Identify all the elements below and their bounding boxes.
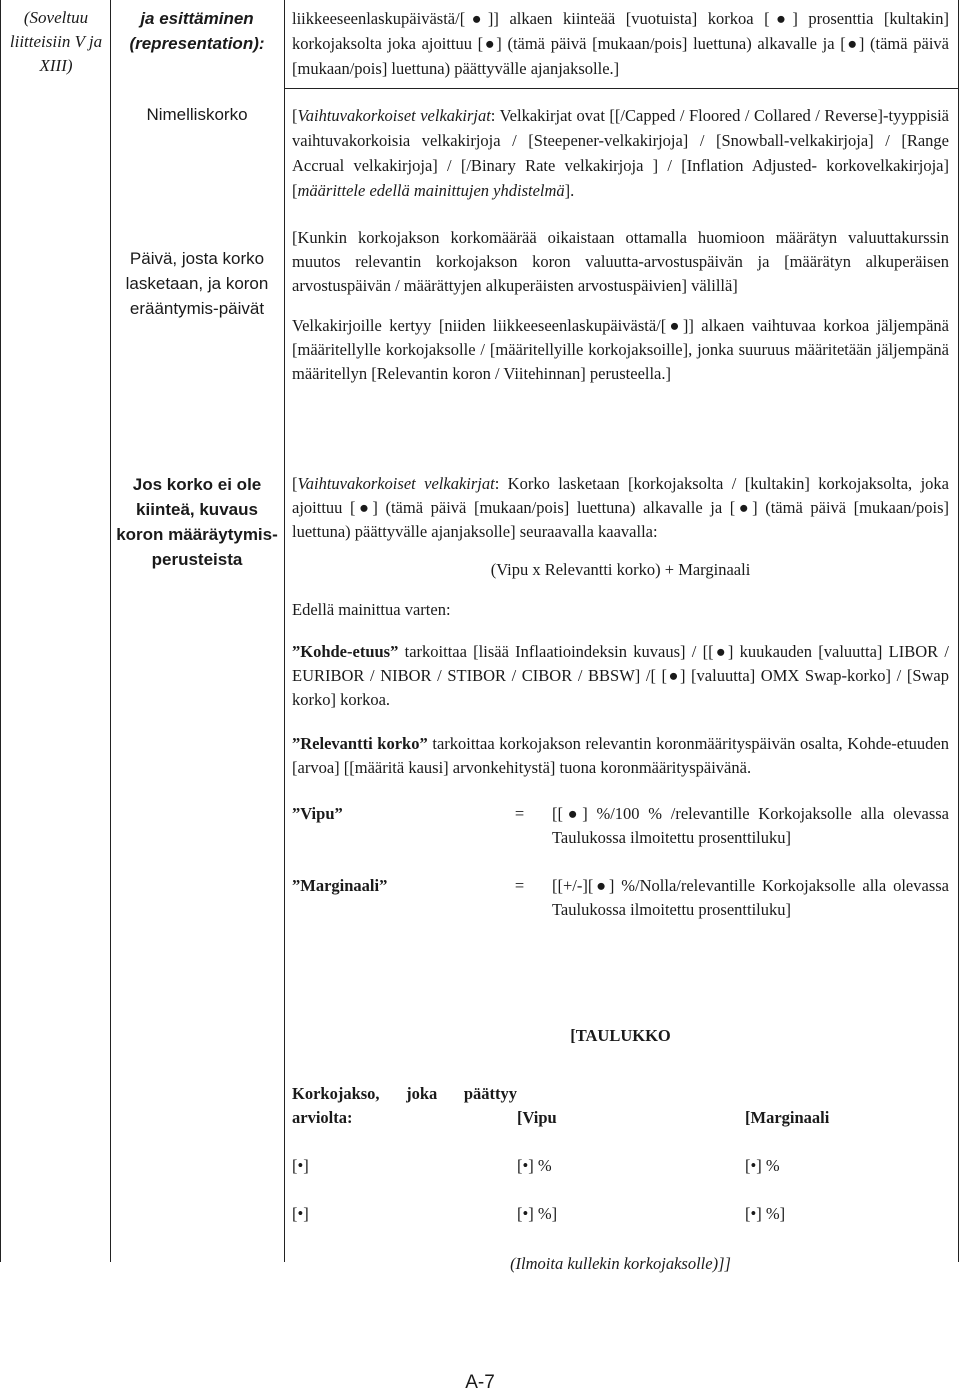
row-divider (284, 88, 959, 89)
fixed-rate-text: liikkeeseenlaskupäivästä/[●]] alkaen kiinteää [vuotuista] korkoa [●] prosenttia [kultakin] korkojaksolta joka ajoittuu [●] (tämä päivä [mukaan/pois] luettuna) alkavalle ja [●] (tämä päivä [mukaan/pois] luettuna) päättyvälle ajanjaksolle.] (292, 9, 949, 78)
formula: (Vipu x Relevantti korko) + Marginaali (490, 560, 751, 579)
label-floating-basis: Jos korko ei ole kiinteä, kuvaus koron määräytymis-perusteista (116, 475, 278, 569)
accrual-paragraph: Velkakirjoille kertyy [niiden liikkeeseenlaskupäivästä/[●]] alkaen vaihtuvaa korkoa jäljempänä [määritellylle korkojaksolle / [määritellyille korkojaksoille], jonka suuruus määritetään jäljempänä määritellyn [Relevantin koron / Viitehinnan] perusteella.] (292, 316, 949, 383)
table-row: [•] [•] % [•] % (292, 1156, 780, 1175)
page-number: A-7 (465, 1372, 495, 1393)
column-divider-2 (284, 0, 285, 1262)
applicability-note: (Soveltuu liitteisiin V ja XIII) (9, 8, 103, 75)
leverage-definition: ”Vipu” = [[●] %/100 % /relevantille Korkojaksolle alla olevassa Taulukossa ilmoitettu prosenttiluku] (292, 804, 949, 847)
fx-adjust-paragraph: [Kunkin korkojakson korkomäärää oikaistaan ottamalla huomioon määrätyn valuuttakurssin muutos relevantin korkojakson koron valuutta-arvostuspäivän ja [määrätyn alkuperäisen arvostuspäivän / määrättyjen alkuperäisten arvostuspäivien] välillä] (292, 228, 949, 295)
col-header-period: Korkojakso, joka päättyy arviolta: (292, 1084, 517, 1127)
label-presentation: ja esittäminen (representation): (129, 9, 265, 53)
definitions-intro: Edellä mainittua varten: (292, 600, 451, 619)
table-title: [TAULUKKO (570, 1026, 671, 1045)
floating-rate-type-text: [Vaihtuvakorkoiset velkakirjat: Velkakirjat ovat [[/Capped / Floored / Collared / Reverse]-tyyppisiä vaihtuvakorkoisia velkakirjoja / [Steepener-velkakirjoja] / [Snowball-velkakirjoja] / [Range Accrual velkakirjoja] / [/Binary Rate velkakirjoja ] / [Inflation Adjusted- korkovelkakirjoja] [määrittele edellä mainittujen yhdistelmä]. (292, 106, 949, 200)
column-divider-1 (110, 0, 111, 1262)
table-border-left (0, 0, 1, 1262)
calculation-paragraph: [Vaihtuvakorkoiset velkakirjat: Korko lasketaan [korkojaksolta / [kultakin] korkojaksolta, joka ajoittuu [●] (tämä päivä [mukaan/pois] luettuna) alkavalle ja [●] (tämä päivä [mukaan/pois] luettuna) päättyvälle ajanjaksolle] seuraavalla kaavalla: (292, 474, 949, 541)
col-header-leverage: [Vipu (517, 1108, 557, 1127)
table-note: (Ilmoita kullekin korkojaksolle)]] (510, 1254, 731, 1273)
underlying-definition: ”Kohde-etuus” tarkoittaa [lisää Inflaatioindeksin kuvaus] / [[●] kuukauden [valuutta] LIBOR / EURIBOR / NIBOR / STIBOR / CIBOR / BBSW] /[ [●] [valuutta] OMX Swap-korko] / [Swap korko] korkoa. (292, 642, 949, 709)
interest-dates-section (292, 226, 949, 402)
schedule-table (292, 1024, 949, 1276)
label-interest-dates: Päivä, josta korko lasketaan, ja koron erääntymis-päivät (125, 249, 269, 318)
label-nominal-interest: Nimelliskorko (146, 105, 248, 124)
floating-basis-section (292, 472, 949, 946)
table-row: [•] [•] %] [•] %] (292, 1204, 786, 1223)
relevant-rate-definition: ”Relevantti korko” tarkoittaa korkojakson relevantin koronmäärityspäivän osalta, Kohde-etuuden [arvoa] [[määritä kausi] arvonkehitystä] tuona koronmäärityspäivänä. (292, 734, 949, 777)
margin-definition: ”Marginaali” = [[+/-][●] %/Nolla/relevantille Korkojaksolle alla olevassa Taulukossa ilmoitettu prosenttiluku] (292, 876, 949, 919)
col-header-margin: [Marginaali (745, 1108, 830, 1127)
table-header (292, 1082, 949, 1130)
table-border-right (958, 0, 959, 1262)
